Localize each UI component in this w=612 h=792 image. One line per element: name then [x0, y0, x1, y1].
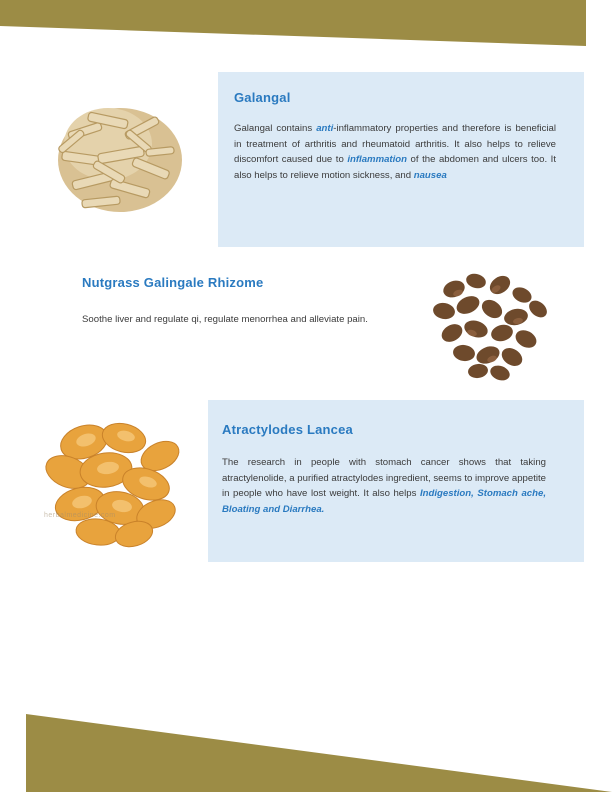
bottom-decoration [0, 692, 612, 792]
top-decoration [0, 0, 612, 60]
entry-title-atractylodes: Atractylodes Lancea [222, 422, 353, 437]
atractylodes-text-panel [208, 400, 584, 562]
gold-wedge-bottom [26, 714, 612, 792]
nutgrass-rhizome-photo [414, 255, 572, 390]
entry-body-galangal: Galangal contains anti-inflammatory properties and therefore is beneficial in treatment of arthritis and rheumatoid arthritis. It also helps to relieve discomfort caused due to inflammation of the abdomen and ulcers too. It also helps to relieve motion sickness, and nausea [234, 123, 556, 181]
galangal-root-slices-photo [28, 72, 208, 247]
entry-body-nutgrass: Soothe liver and regulate qi, regulate menorrhea and alleviate pain. [82, 314, 368, 325]
gold-wedge-top [0, 0, 586, 46]
galangal-text-panel [218, 72, 584, 247]
entry-title-galangal: Galangal [234, 90, 291, 105]
entry-title-nutgrass: Nutgrass Galingale Rhizome [82, 275, 264, 290]
entry-body-atractylodes: The research in people with stomach cancer shows that taking atractylenolide, a purified atractylodes ingredient, seems to improve appetite in people who have lost weight. It also helps Indigestion, Stomach ache, Bloating and Diarrhea. [222, 457, 546, 515]
nutgrass-text-block [82, 275, 392, 328]
atractylodes-lancea-root-photo [28, 400, 208, 562]
image-watermark: herbalmedicine.com [44, 512, 116, 519]
